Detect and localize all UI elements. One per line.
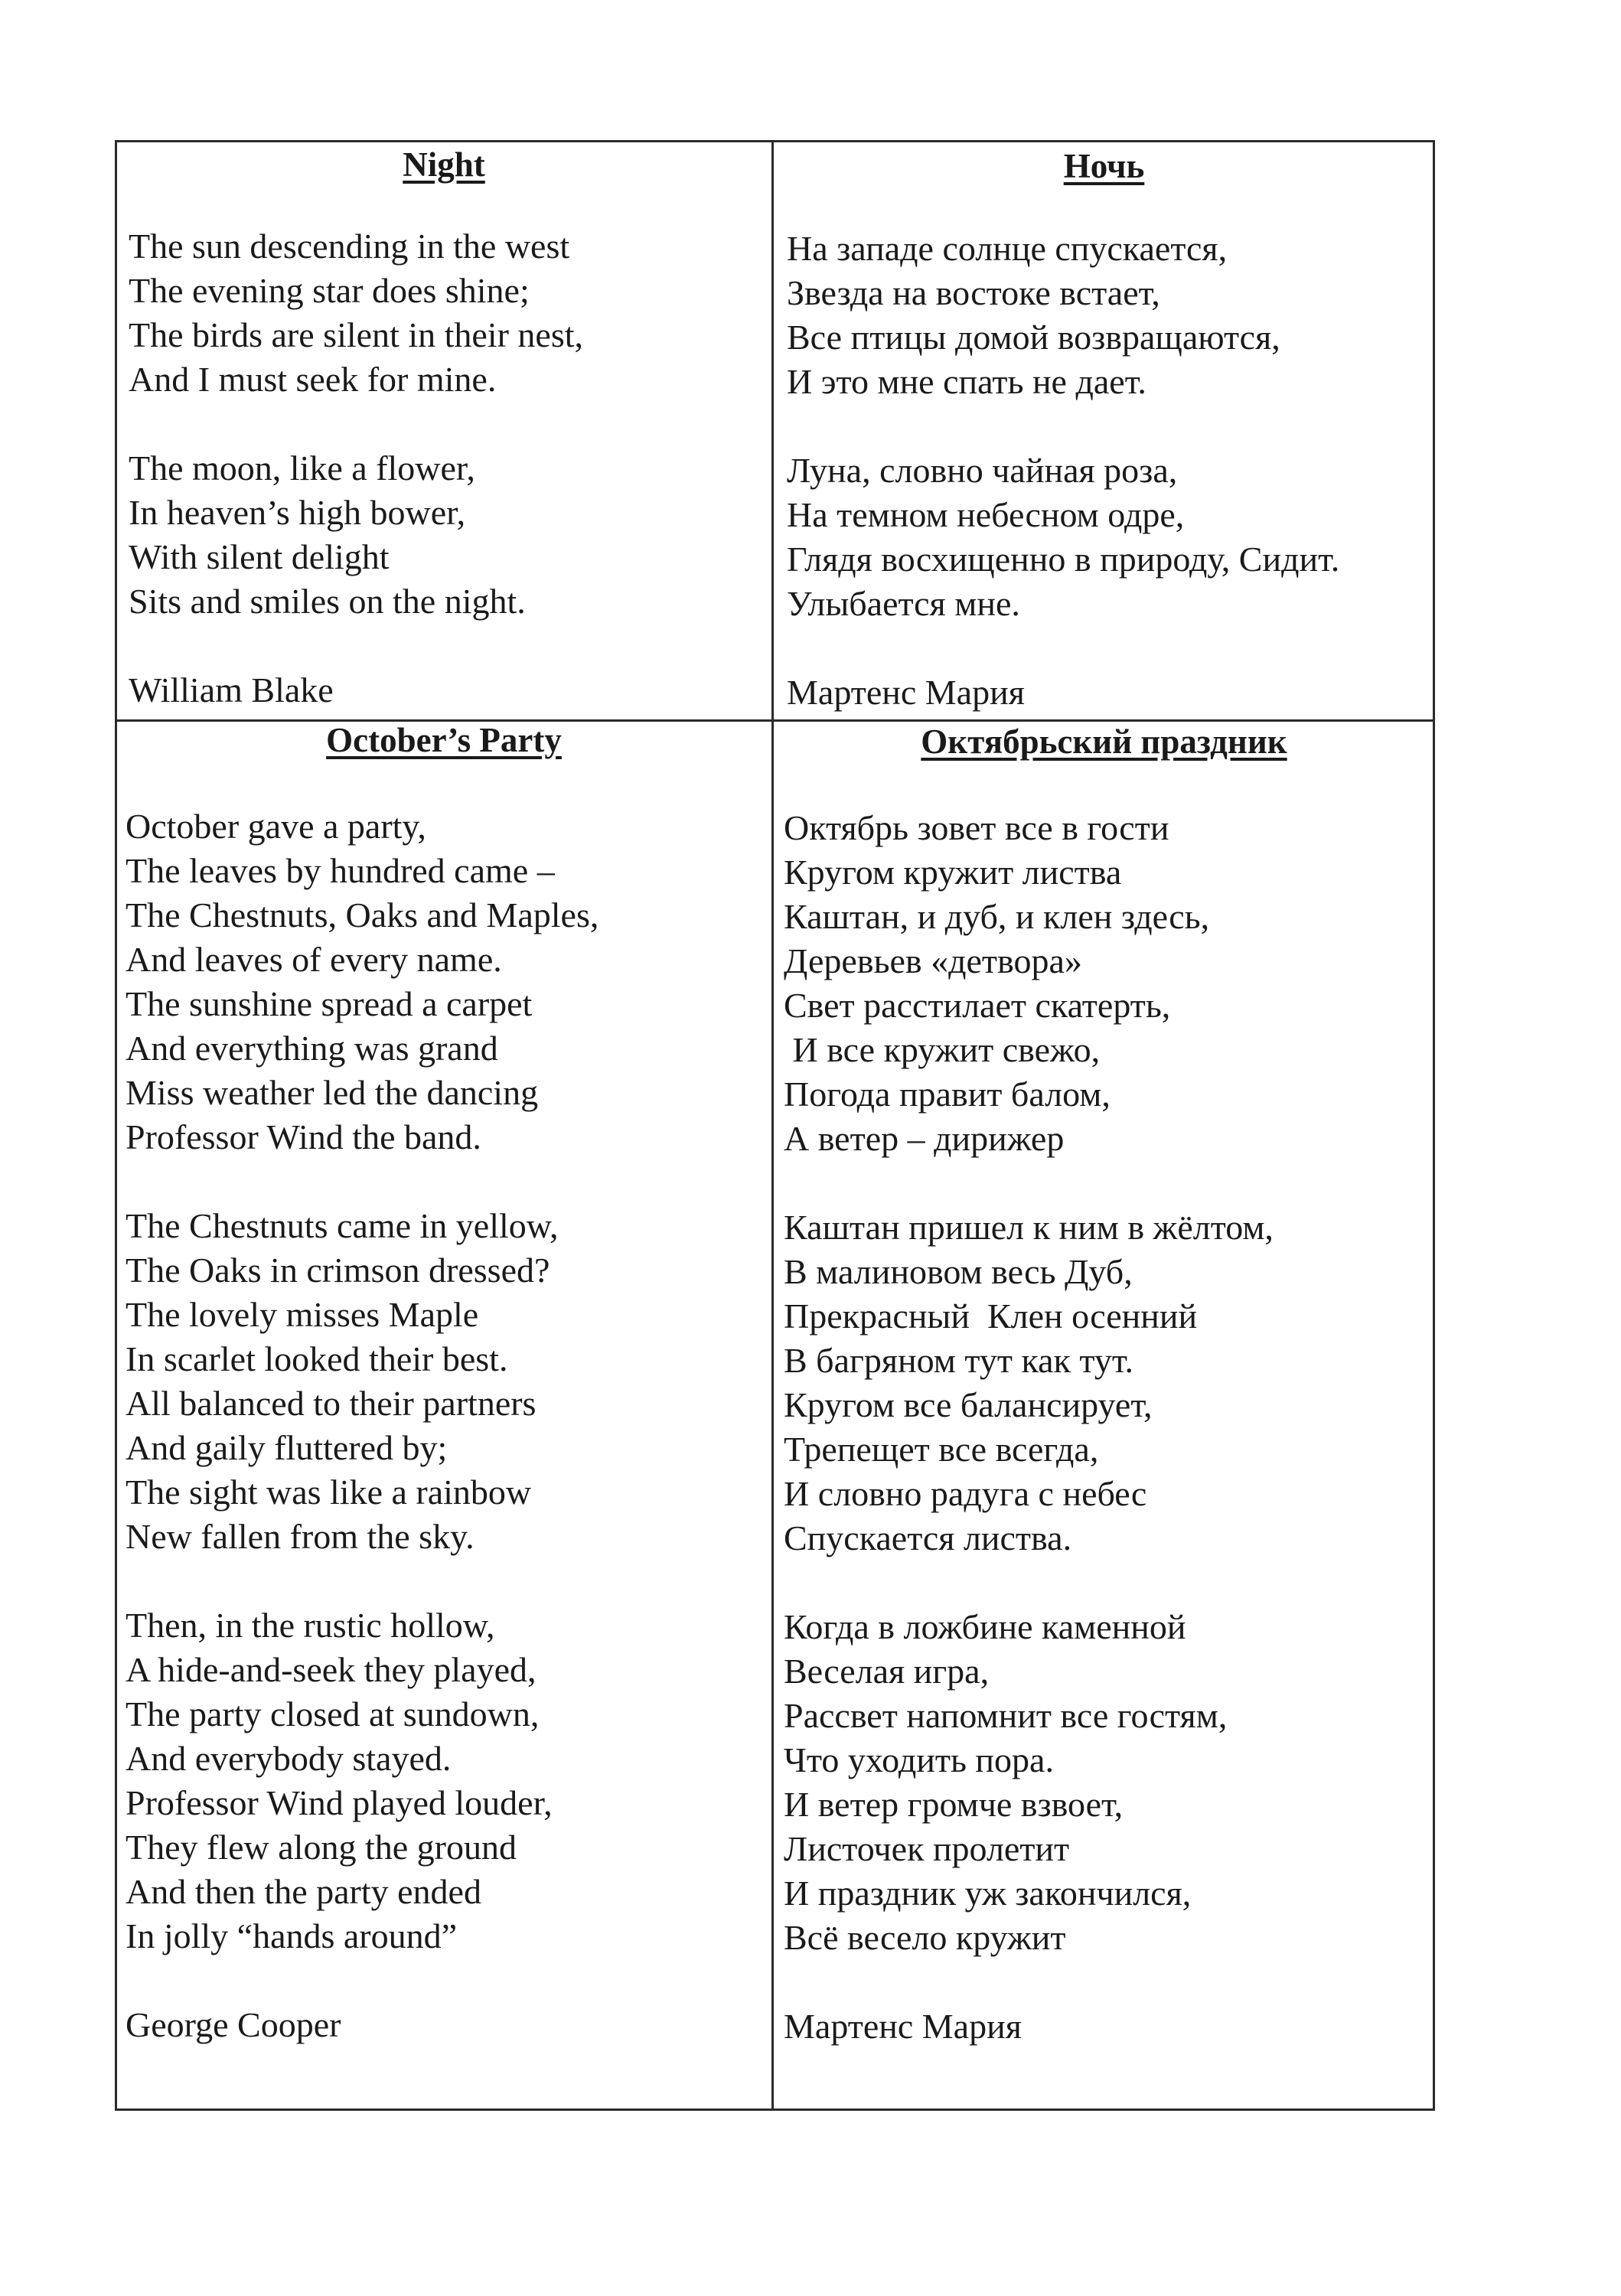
poem-body (787, 227, 1339, 715)
poem-line: Каштан пришел к ним в жёлтом, (784, 1208, 1274, 1247)
poem-line: Кругом кружит листва (784, 853, 1122, 892)
poem-line: And everybody stayed. (126, 1739, 452, 1778)
poem-line: И ветер громче взвоет, (784, 1785, 1124, 1824)
poem-body (126, 804, 598, 2047)
poem-line: They flew along the ground (126, 1828, 517, 1867)
poem-line: And gaily fluttered by; (126, 1428, 448, 1467)
poem-cell-noch (773, 140, 1435, 720)
poem-line: Рассвет напомнит все гостям, (784, 1696, 1228, 1735)
poem-cell-oktyabrskiy-prazdnik (773, 720, 1435, 2111)
poem-title: Октябрьский праздник (921, 722, 1287, 761)
poem-line: October gave a party, (126, 807, 426, 846)
poem-line: The sight was like a rainbow (126, 1473, 532, 1512)
poem-line: И это мне спать не дает. (787, 362, 1146, 401)
poem-line: В багряном тут как тут. (784, 1341, 1134, 1380)
poem-line: На западе солнце спускается, (787, 229, 1228, 268)
poem-line: In scarlet looked their best. (126, 1339, 508, 1378)
poem-cell-night (115, 140, 773, 720)
poem-line: With silent delight (129, 537, 390, 576)
poem-line: Sits and smiles on the night. (129, 582, 526, 621)
poem-table (115, 140, 1435, 2111)
poem-line: Улыбается мне. (787, 584, 1020, 623)
poem-line: Трепещет все всегда, (784, 1430, 1099, 1469)
poem-title: Ночь (1063, 147, 1145, 185)
poem-line: The Oaks in crimson dressed? (126, 1251, 550, 1290)
poem-line: Прекрасный Клен осенний (784, 1296, 1198, 1336)
poem-line: Всё весело кружит (784, 1918, 1066, 1957)
poem-line: Глядя восхищенно в природу, Сидит. (787, 540, 1340, 579)
poem-line: The leaves by hundred came – (126, 851, 555, 890)
poem-line: Спускается листва. (784, 1518, 1072, 1557)
poem-line: A hide-and-seek they played, (126, 1650, 537, 1689)
poem-author: William Blake (129, 670, 334, 709)
poem-line: Погода правит балом, (784, 1075, 1111, 1114)
poem-line: In heaven’s high bower, (129, 493, 466, 532)
poem-line: The sun descending in the west (129, 227, 570, 266)
poem-line: Луна, словно чайная роза, (787, 451, 1178, 490)
poem-body (784, 806, 1274, 2049)
poem-line: Деревьев «детвора» (784, 941, 1082, 980)
poem-line: Professor Wind played louder, (126, 1783, 553, 1822)
poem-line: Что уходить пора. (784, 1740, 1054, 1779)
poem-author: George Cooper (126, 2005, 341, 2044)
poem-line: Каштан, и дуб, и клен здесь, (784, 897, 1210, 936)
poem-line: А ветер – дирижер (784, 1119, 1065, 1158)
poem-line: Miss weather led the dancing (126, 1073, 539, 1112)
poem-line: In jolly “hands around” (126, 1916, 458, 1955)
poem-line: Звезда на востоке встает, (787, 273, 1160, 312)
poem-line: All balanced to their partners (126, 1384, 537, 1423)
poem-line: На темном небесном одре, (787, 495, 1185, 534)
poem-line: The evening star does shine; (129, 271, 530, 310)
poem-line: The birds are silent in their nest, (129, 315, 584, 354)
poem-line: Веселая игра, (784, 1652, 990, 1691)
poem-line: Все птицы домой возвращаются, (787, 318, 1280, 357)
poem-line: And I must seek for mine. (129, 360, 497, 399)
poem-line: И праздник уж закончился, (784, 1874, 1192, 1913)
poem-title: October’s Party (326, 721, 562, 759)
poem-line: Then, in the rustic hollow, (126, 1606, 495, 1645)
poem-line: Когда в ложбине каменной (784, 1607, 1186, 1646)
poem-line: The Chestnuts, Oaks and Maples, (126, 895, 599, 934)
poem-title: Night (403, 145, 485, 184)
poem-author: Мартенс Мария (784, 2007, 1022, 2046)
poem-line: New fallen from the sky. (126, 1517, 475, 1556)
poem-line: Листочек пролетит (784, 1829, 1070, 1868)
poem-author: Мартенс Мария (787, 673, 1025, 712)
poem-line: And leaves of every name. (126, 940, 502, 979)
poem-line: Октябрь зовет все в гости (784, 808, 1169, 847)
poem-line: And then the party ended (126, 1872, 481, 1911)
poem-line: The Chestnuts came in yellow, (126, 1206, 559, 1245)
poem-line: The party closed at sundown, (126, 1694, 540, 1733)
poem-line: И словно радуга с небес (784, 1474, 1147, 1513)
poem-body (129, 224, 583, 713)
poem-line: И все кружит свежо, (784, 1030, 1101, 1069)
poem-line: Свет расстилает скатерть, (784, 986, 1171, 1025)
poem-line: Кругом все балансирует, (784, 1385, 1153, 1424)
poem-line: And everything was grand (126, 1029, 498, 1068)
poem-line: The sunshine spread a carpet (126, 984, 533, 1023)
poem-line: The moon, like a flower, (129, 448, 475, 488)
poem-line: Professor Wind the band. (126, 1117, 481, 1156)
poem-line: В малиновом весь Дуб, (784, 1252, 1133, 1291)
poem-line: The lovely misses Maple (126, 1295, 479, 1334)
poem-cell-octobers-party (115, 720, 773, 2111)
